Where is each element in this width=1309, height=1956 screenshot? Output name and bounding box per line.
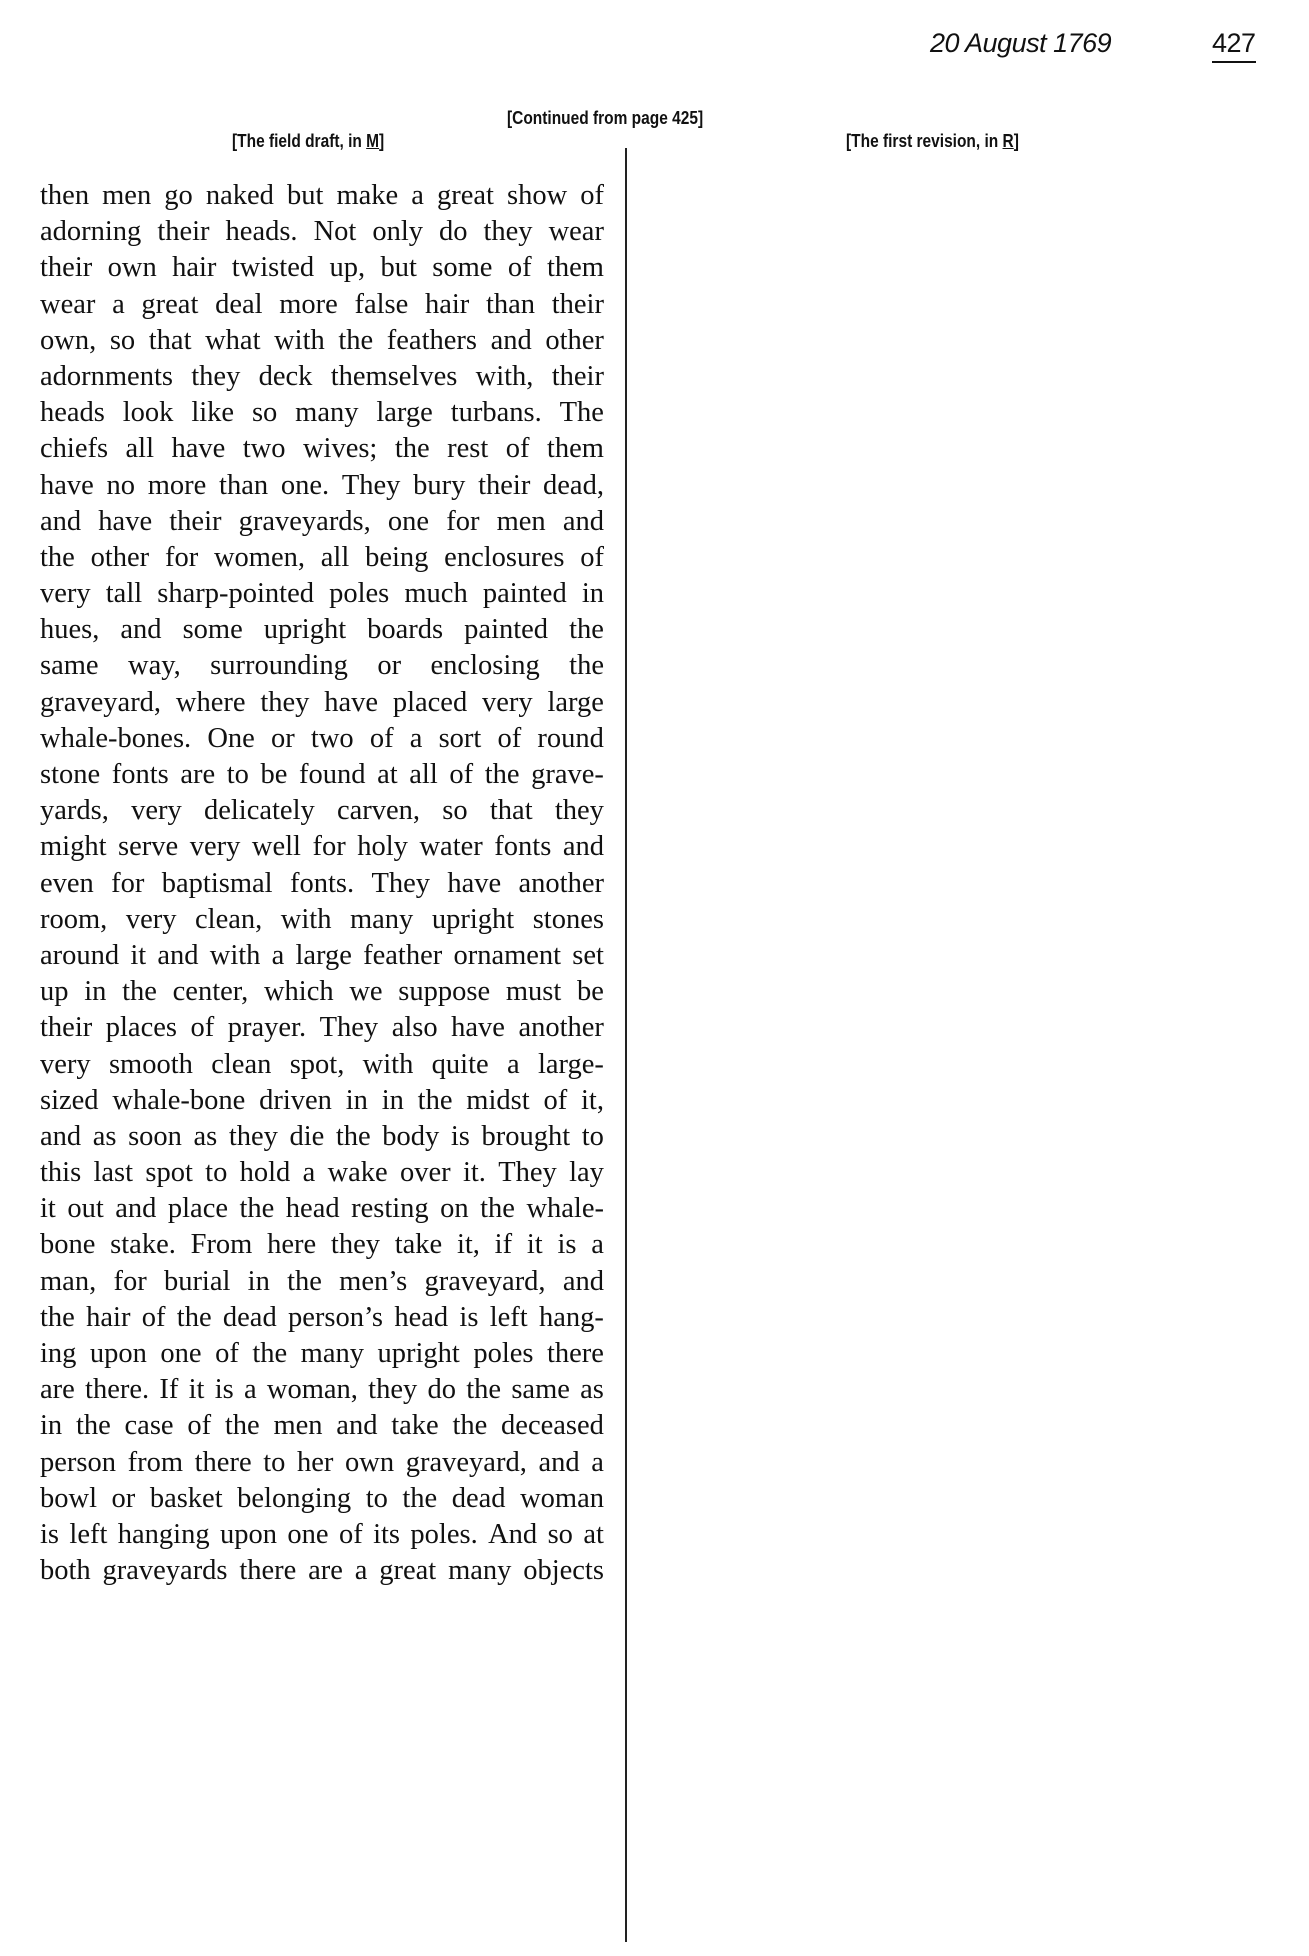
text-line: their places of prayer. They also have another <box>40 1012 604 1044</box>
text-line: sized whale-bone driven in in the midst of it, <box>40 1084 604 1116</box>
text-line: in the case of the men and take the deceased <box>40 1410 604 1442</box>
text-line: room, very clean, with many upright stones <box>40 903 604 935</box>
text-line: is left hanging upon one of its poles. And so at <box>40 1518 604 1550</box>
column-divider <box>625 148 627 1942</box>
text-line: and as soon as they die the body is brought to <box>40 1120 604 1152</box>
text-line: whale-bones. One or two of a sort of round <box>40 722 604 754</box>
text-line: have no more than one. They bury their dead, <box>40 469 604 501</box>
text-line: bowl or basket belonging to the dead woman <box>40 1482 604 1514</box>
text-line: ing upon one of the many upright poles there <box>40 1338 604 1369</box>
text-line: adorning their heads. Not only do they wear <box>40 216 604 248</box>
right-column-heading <box>846 131 1019 152</box>
text-line: this last spot to hold a wake over it. They lay <box>40 1157 604 1189</box>
running-head <box>0 28 1309 68</box>
text-line: around it and with a large feather ornament set <box>40 939 604 971</box>
text-line: yards, very delicately carven, so that they <box>40 795 604 827</box>
first-revision-column <box>645 178 1265 1928</box>
right-heading-manuscript: R <box>1002 131 1014 151</box>
text-line: it out and place the head resting on the whale- <box>40 1193 604 1225</box>
right-heading-suffix: ] <box>1013 131 1019 151</box>
text-line: the other for women, all being enclosures of <box>40 541 604 573</box>
header-date: 20 August 1769 <box>930 28 1112 58</box>
text-line: are there. If it is a woman, they do the same as <box>40 1374 604 1406</box>
text-line: their own hair twisted up, but some of them <box>40 252 604 284</box>
text-line: adornments they deck themselves with, their <box>40 360 604 392</box>
text-line: person from there to her own graveyard, and a <box>40 1446 604 1478</box>
text-line: even for baptismal fonts. They have another <box>40 867 604 899</box>
text-line: bone stake. From here they take it, if it is a <box>40 1229 604 1261</box>
text-line: up in the center, which we suppose must be <box>40 976 604 1008</box>
page-number: 427 <box>1212 28 1256 63</box>
text-line: very smooth clean spot, with quite a large- <box>40 1048 604 1080</box>
text-line: graveyard, where they have placed very large <box>40 686 604 718</box>
left-column-heading <box>232 131 384 152</box>
text-line: own, so that what with the feathers and other <box>40 324 604 356</box>
text-line: heads look like so many large turbans. The <box>40 397 604 429</box>
left-heading-prefix: [The field draft, in <box>232 131 367 151</box>
left-heading-manuscript: M <box>366 131 380 151</box>
text-line: hues, and some upright boards painted the <box>40 614 604 646</box>
text-line: man, for burial in the men’s graveyard, and <box>40 1265 604 1297</box>
text-line: wear a great deal more false hair than their <box>40 288 604 320</box>
text-line: and have their graveyards, one for men and <box>40 505 604 537</box>
text-line: chiefs all have two wives; the rest of them <box>40 433 604 465</box>
text-line: might serve very well for holy water fonts and <box>40 831 604 863</box>
text-line: both graveyards there are a great many objects <box>40 1555 604 1587</box>
text-line: same way, surrounding or enclosing the <box>40 650 604 682</box>
text-line: very tall sharp-pointed poles much painted in <box>40 578 604 610</box>
continued-note: [Continued from page 425] <box>507 108 704 128</box>
text-line: stone fonts are to be found at all of the grave- <box>40 759 604 790</box>
text-line: then men go naked but make a great show of <box>40 180 604 211</box>
field-draft-column <box>40 178 604 1589</box>
left-heading-suffix: ] <box>379 131 385 151</box>
text-line: the hair of the dead person’s head is left hang- <box>40 1301 604 1333</box>
right-heading-prefix: [The first revision, in <box>846 131 1003 151</box>
